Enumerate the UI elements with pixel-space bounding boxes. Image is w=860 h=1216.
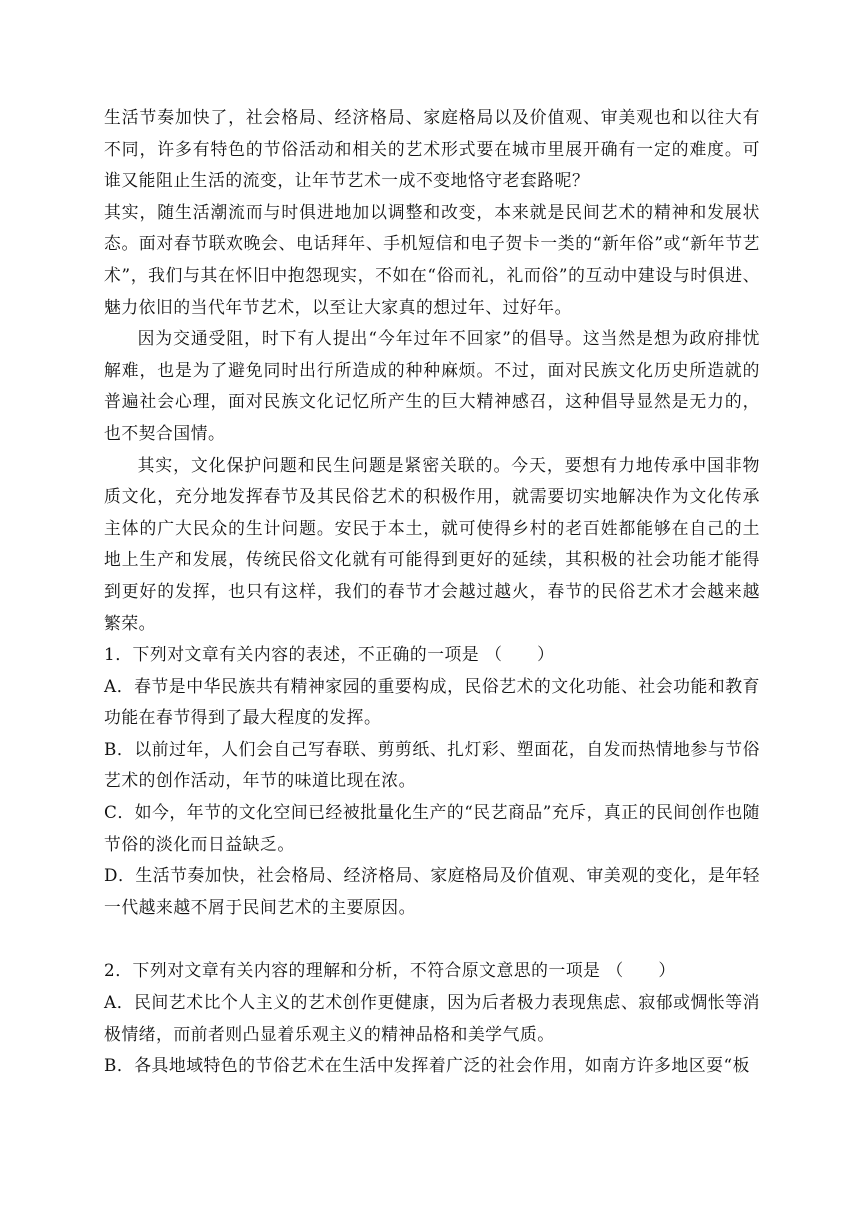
document-page (104, 102, 760, 1082)
question-1-option-c: C．如今，年节的文化空间已经被批量化生产的“民艺商品”充斥，真正的民间创作也随节俗的淡化而日益缺乏。 (104, 802, 760, 854)
question-1-option-a: A．春节是中华民族共有精神家园的重要构成，民俗艺术的文化功能、社会功能和教育功能在春节得到了最大程度的发挥。 (104, 675, 760, 728)
question-2-option-b: B．各具地域特色的节俗艺术在生活中发挥着广泛的社会作用，如南方许多地区耍“板 (104, 1055, 750, 1076)
question-spacer (104, 923, 760, 955)
passage-paragraph-1: 生活节奏加快了，社会格局、经济格局、家庭格局以及价值观、审美观也和以往大有不同，许多有特色的节俗活动和相关的艺术形式要在城市里展开确有一定的难度。可谁又能阻止生活的流变，让年节艺术一成不变地恪守老套路呢？ (104, 107, 760, 191)
question-1-option-b: B．以前过年，人们会自己写春联、剪剪纸、扎灯彩、塑面花，自发而热情地参与节俗艺术的创作活动，年节的味道比现在浓。 (104, 738, 760, 791)
question-1-option-d: D．生活节奏加快，社会格局、经济格局、家庭格局及价值观、审美观的变化，是年轻一代越来越不屑于民间艺术的主要原因。 (104, 865, 760, 917)
question-2-stem: 2．下列对文章有关内容的理解和分析，不符合原文意思的一项是 （ ） (104, 960, 676, 981)
passage-paragraph-4: 其实，文化保护问题和民生问题是紧密关联的。今天，要想有力地传承中国非物质文化，充分地发挥春节及其民俗艺术的积极作用，就需要切实地解决作为文化传承主体的广大民众的生计问题。安民于本土，就可使得乡村的老百姓都能够在自己的土地上生产和发展，传统民俗文化就有可能得到更好的延续，其积极的社会功能才能得到更好的发挥，也只有这样，我们的春节才会越过越火，春节的民俗艺术才会越来越繁荣。 (104, 454, 760, 633)
passage-paragraph-3: 因为交通受阻，时下有人提出“今年过年不回家”的倡导。这当然是想为政府排忧解难，也是为了避免同时出行所造成的种种麻烦。不过，面对民族文化历史所造就的普遍社会心理，面对民族文化记忆所产生的巨大精神感召，这种倡导显然是无力的，也不契合国情。 (104, 328, 760, 443)
question-2-option-a: A．民间艺术比个人主义的艺术创作更健康，因为后者极力表现焦虑、寂郁或惆怅等消极情绪，而前者则凸显着乐观主义的精神品格和美学气质。 (104, 992, 760, 1044)
passage-paragraph-2: 其实，随生活潮流而与时俱进地加以调整和改变，本来就是民间艺术的精神和发展状态。面对春节联欢晚会、电话拜年、手机短信和电子贺卡一类的“新年俗”或“新年节艺术”，我们与其在怀旧中抱怨现实，不如在“俗而礼，礼而俗”的互动中建设与时俱进、魅力依旧的当代年节艺术，以至让大家真的想过年、过好年。 (104, 201, 760, 317)
question-1 (104, 639, 760, 923)
question-2 (104, 955, 760, 1081)
question-1-stem: 1．下列对文章有关内容的表述，不正确的一项是 （ ） (104, 644, 555, 665)
